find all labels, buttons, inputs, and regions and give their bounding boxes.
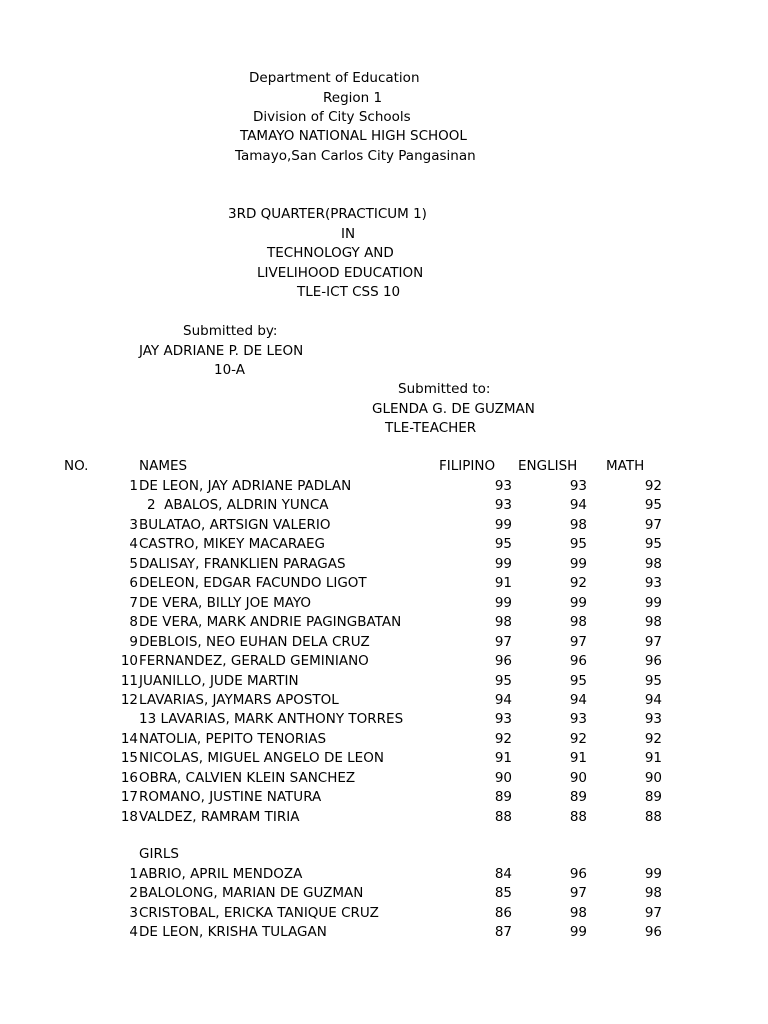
header-region: Region 1 [323,90,383,106]
grade-english: 93 [569,478,587,494]
student-name: OBRA, CALVIEN KLEIN SANCHEZ [139,769,356,786]
header-address: Tamayo,San Carlos City Pangasinan [235,148,476,164]
grade-filipino: 93 [494,497,512,514]
grade-math: 94 [644,691,662,708]
grade-english: 99 [569,594,587,611]
row-number: 11 [120,672,138,689]
grade-english: 96 [569,653,587,670]
grade-math: 95 [644,497,662,514]
grade-math: 98 [644,885,662,902]
grade-english: 90 [569,769,587,786]
submitted-by-label: Submitted by: [183,323,278,339]
row-number: 7 [129,594,138,611]
row-number: 1 [129,478,138,494]
row-number: 9 [129,633,138,650]
grade-math: 97 [644,904,662,921]
submitted-to-role: TLE-TEACHER [385,420,477,436]
student-entry: 2 ABALOS, ALDRIN YUNCA [147,497,329,514]
col-header-no: NO. [64,458,89,474]
grade-english: 96 [569,866,587,882]
grade-english: 98 [569,614,587,631]
grade-math: 91 [644,750,662,767]
grade-filipino: 99 [494,594,512,611]
title-technology: TECHNOLOGY AND [267,245,394,261]
grade-math: 96 [644,924,662,941]
grade-math: 98 [644,555,662,572]
grade-filipino: 91 [494,750,512,767]
grade-filipino: 93 [494,478,512,494]
row-number: 16 [120,769,138,786]
grade-english: 99 [569,555,587,572]
grade-english: 99 [569,924,587,941]
grade-math: 90 [644,769,662,786]
col-header-names: NAMES [139,458,188,474]
student-name: DE LEON, KRISHA TULAGAN [139,924,327,941]
row-number: 1 [129,866,138,882]
student-name: NATOLIA, PEPITO TENORIAS [139,730,327,747]
grade-math: 88 [644,808,662,825]
grade-filipino: 97 [494,633,512,650]
grade-filipino: 92 [494,730,512,747]
row-number: 12 [120,691,138,708]
grade-filipino: 94 [494,691,512,708]
row-number: 10 [120,653,138,670]
grade-english: 98 [569,516,587,533]
row-number: 5 [129,555,138,572]
title-in: IN [341,226,356,242]
row-number: 4 [129,924,138,941]
student-name: JUANILLO, JUDE MARTIN [139,672,299,689]
row-number: 3 [129,516,138,533]
submitted-to-label: Submitted to: [398,381,491,397]
row-number: 15 [120,750,138,767]
student-name: ABRIO, APRIL MENDOZA [139,866,303,882]
grade-filipino: 84 [494,866,512,882]
col-header-english: ENGLISH [518,458,578,474]
row-number: 4 [129,536,138,553]
grade-math: 97 [644,516,662,533]
grade-english: 92 [569,575,587,592]
grade-english: 97 [569,633,587,650]
student-name: DE VERA, BILLY JOE MAYO [139,594,312,611]
grade-math: 97 [644,633,662,650]
grade-english: 92 [569,730,587,747]
grade-english: 95 [569,672,587,689]
grade-filipino: 90 [494,769,512,786]
row-number: 3 [129,904,138,921]
grade-filipino: 88 [494,808,512,825]
row-number: 8 [129,614,138,631]
student-name: NICOLAS, MIGUEL ANGELO DE LEON [139,750,384,767]
grade-filipino: 98 [494,614,512,631]
row-number: 2 [129,885,138,902]
grade-math: 96 [644,653,662,670]
row-number: 18 [120,808,138,825]
student-name: ROMANO, JUSTINE NATURA [139,789,322,806]
col-header-filipino: FILIPINO [439,458,496,474]
header-division: Division of City Schools [253,109,411,125]
grade-english: 88 [569,808,587,825]
student-name: DE VERA, MARK ANDRIE PAGINGBATAN [139,614,402,631]
student-name: DEBLOIS, NEO EUHAN DELA CRUZ [139,633,370,650]
grade-math: 99 [644,594,662,611]
grade-math: 89 [644,789,662,806]
grade-math: 99 [644,866,662,882]
col-header-math: MATH [606,458,645,474]
grade-filipino: 89 [494,789,512,806]
grade-math: 92 [644,478,662,494]
grade-filipino: 95 [494,672,512,689]
girls-section-label: GIRLS [139,846,179,862]
grade-english: 91 [569,750,587,767]
student-name: VALDEZ, RAMRAM TIRIA [139,808,300,825]
grade-filipino: 87 [494,924,512,941]
student-name: DELEON, EDGAR FACUNDO LIGOT [139,575,367,592]
grade-english: 94 [569,691,587,708]
grade-filipino: 99 [494,555,512,572]
student-name: BULATAO, ARTSIGN VALERIO [139,516,331,533]
grade-math: 98 [644,614,662,631]
submitted-by-section: 10-A [214,362,245,378]
student-name: CRISTOBAL, ERICKA TANIQUE CRUZ [139,904,379,921]
grade-filipino: 93 [494,711,512,728]
student-name: LAVARIAS, JAYMARS APOSTOL [139,691,339,708]
grade-english: 98 [569,904,587,921]
grade-filipino: 99 [494,516,512,533]
title-course: TLE-ICT CSS 10 [297,284,401,300]
grade-math: 93 [644,575,662,592]
grade-filipino: 95 [494,536,512,553]
row-number: 17 [120,789,138,806]
title-livelihood: LIVELIHOOD EDUCATION [257,265,424,281]
student-name: DE LEON, JAY ADRIANE PADLAN [139,478,352,494]
grade-filipino: 86 [494,904,512,921]
grade-english: 93 [569,711,587,728]
submitted-to-name: GLENDA G. DE GUZMAN [372,401,535,417]
student-entry: 13 LAVARIAS, MARK ANTHONY TORRES [139,711,404,728]
grade-math: 95 [644,536,662,553]
grade-english: 89 [569,789,587,806]
grade-math: 93 [644,711,662,728]
grade-filipino: 85 [494,885,512,902]
student-name: FERNANDEZ, GERALD GEMINIANO [139,653,369,670]
grade-english: 94 [569,497,587,514]
grade-filipino: 91 [494,575,512,592]
row-number: 14 [120,730,138,747]
grade-english: 95 [569,536,587,553]
grade-math: 92 [644,730,662,747]
student-name: DALISAY, FRANKLIEN PARAGAS [139,555,346,572]
grade-english: 97 [569,885,587,902]
grade-filipino: 96 [494,653,512,670]
submitted-by-name: JAY ADRIANE P. DE LEON [139,343,304,359]
student-name: CASTRO, MIKEY MACARAEG [139,536,325,553]
title-quarter: 3RD QUARTER(PRACTICUM 1) [228,206,427,222]
student-name: BALOLONG, MARIAN DE GUZMAN [139,885,364,902]
header-department: Department of Education [249,70,420,86]
header-school: TAMAYO NATIONAL HIGH SCHOOL [240,128,467,144]
row-number: 6 [129,575,138,592]
grade-math: 95 [644,672,662,689]
